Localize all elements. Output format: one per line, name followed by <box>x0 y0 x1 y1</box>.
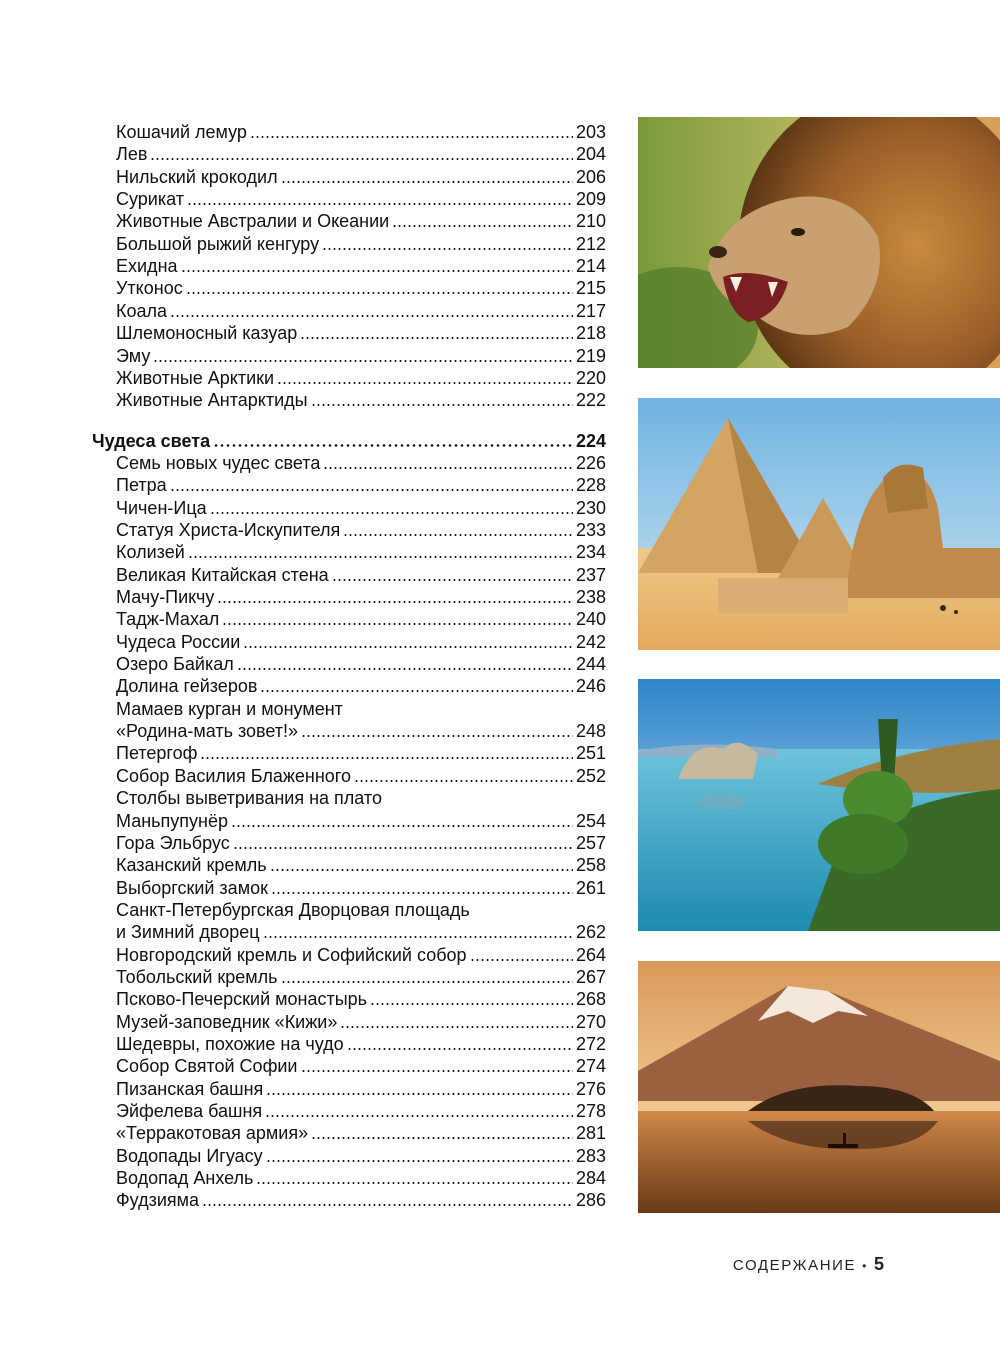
toc-entry <box>116 389 606 411</box>
pyramids-photo <box>638 398 1000 650</box>
toc-page-number: 261 <box>575 878 606 898</box>
toc-leader-dots <box>243 646 573 648</box>
toc-page-number: 248 <box>575 721 606 741</box>
toc-entry-title: Собор Святой Софии <box>116 1056 298 1076</box>
toc-entry <box>116 1145 606 1167</box>
toc-page-number: 212 <box>575 234 606 254</box>
toc-entry <box>116 877 606 899</box>
toc-entry <box>116 1055 606 1077</box>
toc-leader-dots <box>217 601 573 603</box>
toc-page-number: 233 <box>575 520 606 540</box>
toc-page-number: 218 <box>575 323 606 343</box>
toc-entry-title: Коала <box>116 301 168 321</box>
toc-section-heading <box>92 430 606 452</box>
toc-leader-dots <box>470 959 573 961</box>
toc-leader-dots <box>213 444 573 447</box>
toc-entry-title: Чудеса России <box>116 632 241 652</box>
toc-leader-dots <box>311 404 573 406</box>
toc-entry <box>116 188 606 210</box>
toc-entry <box>116 966 606 988</box>
toc-entry <box>116 787 606 809</box>
toc-entry-title: Пизанская башня <box>116 1079 264 1099</box>
toc-entry <box>116 1167 606 1189</box>
toc-entry-title: «Терракотовая армия» <box>116 1123 309 1143</box>
toc-page-number: 272 <box>575 1034 606 1054</box>
toc-entry-title: Ехидна <box>116 256 178 276</box>
toc-entry-title: Фудзияма <box>116 1190 200 1210</box>
toc-entry-title: Гора Эльбрус <box>116 833 230 853</box>
toc-entry <box>116 1122 606 1144</box>
toc-leader-dots <box>237 668 573 670</box>
toc-entry <box>116 300 606 322</box>
toc-leader-dots <box>200 757 573 759</box>
toc-entry <box>116 899 606 921</box>
toc-entry-title: Водопад Анхель <box>116 1168 254 1188</box>
toc-entry-title: Большой рыжий кенгуру <box>116 234 320 254</box>
toc-page-number: 262 <box>575 922 606 942</box>
toc-leader-dots <box>270 869 573 871</box>
toc-page-number: 226 <box>575 453 606 473</box>
toc-page-number: 220 <box>575 368 606 388</box>
toc-entry-title: Санкт-Петербургская Дворцовая площадь <box>116 900 470 920</box>
toc-leader-dots <box>263 936 573 938</box>
toc-leader-dots <box>281 981 573 983</box>
toc-entry <box>116 143 606 165</box>
toc-leader-dots <box>187 203 573 205</box>
toc-entry-title: Сурикат <box>116 189 184 209</box>
toc-leader-dots <box>354 780 573 782</box>
toc-page-number: 217 <box>575 301 606 321</box>
toc-leader-dots <box>231 825 573 827</box>
toc-entry <box>116 1033 606 1055</box>
toc-leader-dots <box>301 735 573 737</box>
toc-entry-title: Колизей <box>116 542 185 562</box>
toc-entry <box>116 1100 606 1122</box>
toc-leader-dots <box>170 489 573 491</box>
toc-entry <box>116 653 606 675</box>
toc-entry <box>116 541 606 563</box>
toc-leader-dots <box>153 360 573 362</box>
toc-entry <box>116 988 606 1010</box>
toc-page-number: 219 <box>575 346 606 366</box>
toc-entry <box>116 810 606 832</box>
toc-entry-title: Псково-Печерский монастырь <box>116 989 368 1009</box>
toc-entry-title: Столбы выветривания на плато <box>116 788 382 808</box>
toc-entry-title: Чудеса света <box>92 431 211 451</box>
toc-entry-title: Тадж-Махал <box>116 609 220 629</box>
toc-leader-dots <box>181 270 573 272</box>
toc-entry <box>116 210 606 232</box>
toc-entry <box>116 921 606 943</box>
toc-page-number: 214 <box>575 256 606 276</box>
toc-entry-title: Эму <box>116 346 151 366</box>
toc-page-number: 222 <box>575 390 606 410</box>
toc-leader-dots <box>150 158 573 160</box>
toc-entry-title: Шлемоносный казуар <box>116 323 298 343</box>
toc-leader-dots <box>210 512 573 514</box>
toc-entry-title: Тобольский кремль <box>116 967 278 987</box>
toc-leader-dots <box>250 136 573 138</box>
toc-entry <box>116 631 606 653</box>
toc-page-number: 209 <box>575 189 606 209</box>
toc-leader-dots <box>202 1204 573 1206</box>
toc-entry-title: Выборгский замок <box>116 878 268 898</box>
toc-entry <box>116 765 606 787</box>
toc-page-number: 286 <box>575 1190 606 1210</box>
toc-entry <box>116 277 606 299</box>
toc-page-number: 242 <box>575 632 606 652</box>
toc-page-number: 258 <box>575 855 606 875</box>
toc-page-number: 254 <box>575 811 606 831</box>
toc-page-number: 210 <box>575 211 606 231</box>
toc-leader-dots <box>281 181 573 183</box>
toc-leader-dots <box>256 1182 573 1184</box>
toc-entry <box>116 698 606 720</box>
toc-entry <box>116 608 606 630</box>
page-footer <box>733 1254 884 1275</box>
toc-entry-title: Собор Василия Блаженного <box>116 766 351 786</box>
toc-entry <box>116 367 606 389</box>
toc-entry-title: Новгородский кремль и Софийский собор <box>116 945 467 965</box>
toc-page-number: 257 <box>575 833 606 853</box>
toc-leader-dots <box>265 1115 573 1117</box>
toc-entry <box>116 1078 606 1100</box>
toc-entry-title: Водопады Игуасу <box>116 1146 263 1166</box>
toc-page-number: 240 <box>575 609 606 629</box>
toc-leader-dots <box>301 1070 573 1072</box>
toc-leader-dots <box>322 248 573 250</box>
toc-leader-dots <box>188 556 573 558</box>
toc-entry <box>116 742 606 764</box>
toc-leader-dots <box>332 579 573 581</box>
toc-entry-title: Озеро Байкал <box>116 654 234 674</box>
toc-entry-title: Кошачий лемур <box>116 122 247 142</box>
toc-page-number: 278 <box>575 1101 606 1121</box>
toc-entry-title: Шедевры, похожие на чудо <box>116 1034 344 1054</box>
footer-section-label: СОДЕРЖАНИЕ <box>732 1257 857 1274</box>
toc-entry <box>116 944 606 966</box>
toc-page-number: 234 <box>575 542 606 562</box>
toc-entry <box>116 586 606 608</box>
toc-entry <box>116 675 606 697</box>
toc-page-number: 215 <box>575 278 606 298</box>
toc-leader-dots <box>271 892 573 894</box>
toc-entry <box>116 854 606 876</box>
toc-entry <box>116 322 606 344</box>
toc-page-number: 276 <box>575 1079 606 1099</box>
toc-leader-dots <box>222 623 573 625</box>
toc-entry-title: Статуя Христа-Искупителя <box>116 520 341 540</box>
toc-page-number: 228 <box>575 475 606 495</box>
toc-leader-dots <box>347 1048 573 1050</box>
toc-page-number: 237 <box>575 565 606 585</box>
toc-entry <box>116 166 606 188</box>
toc-page-number: 238 <box>575 587 606 607</box>
toc-entry <box>116 233 606 255</box>
toc-entry <box>116 564 606 586</box>
page-number: 5 <box>873 1254 884 1274</box>
toc-entry-title: Животные Антарктиды <box>116 390 308 410</box>
toc-leader-dots <box>323 467 573 469</box>
toc-page-number: 264 <box>575 945 606 965</box>
toc-page-number: 206 <box>575 167 606 187</box>
toc-leader-dots <box>392 225 573 227</box>
baikal-photo <box>638 679 1000 931</box>
toc-entry <box>116 519 606 541</box>
toc-entry <box>116 832 606 854</box>
toc-entry-title: Лев <box>116 144 148 164</box>
toc-leader-dots <box>370 1003 573 1005</box>
toc-leader-dots <box>170 315 573 317</box>
toc-entry <box>116 1011 606 1033</box>
toc-leader-dots <box>186 292 573 294</box>
toc-entry <box>116 255 606 277</box>
toc-entry <box>116 452 606 474</box>
toc-entry-title: Долина гейзеров <box>116 676 258 696</box>
toc-leader-dots <box>277 382 573 384</box>
toc-entry-title: Маньпупунёр <box>116 811 228 831</box>
toc-entry-title: Нильский крокодил <box>116 167 278 187</box>
toc-page-number: 246 <box>575 676 606 696</box>
toc-entry-title: «Родина-мать зовет!» <box>116 721 299 741</box>
toc-page-number: 224 <box>575 431 606 451</box>
toc-entry-title: Эйфелева башня <box>116 1101 263 1121</box>
toc-page-number: 203 <box>575 122 606 142</box>
toc-page-number: 283 <box>575 1146 606 1166</box>
toc-leader-dots <box>300 337 573 339</box>
toc-entry-title: Петергоф <box>116 743 198 763</box>
toc-entry <box>116 1189 606 1211</box>
toc-entry-title: Утконос <box>116 278 183 298</box>
toc-entry-title: Животные Австралии и Океании <box>116 211 390 231</box>
toc-entry-title: Казанский кремль <box>116 855 267 875</box>
toc-page-number: 281 <box>575 1123 606 1143</box>
toc-page-number: 204 <box>575 144 606 164</box>
toc-entry-title: Семь новых чудес света <box>116 453 321 473</box>
toc-entry <box>116 720 606 742</box>
toc-leader-dots <box>340 1026 573 1028</box>
lion-photo <box>638 117 1000 368</box>
toc-leader-dots <box>260 690 573 692</box>
toc-entry-title: Мачу-Пикчу <box>116 587 215 607</box>
toc-entry <box>116 121 606 143</box>
toc-page-number: 267 <box>575 967 606 987</box>
toc-entry-title: Великая Китайская стена <box>116 565 329 585</box>
toc-entry <box>116 345 606 367</box>
footer-bullet: • <box>862 1259 868 1273</box>
toc-page-number: 244 <box>575 654 606 674</box>
toc-entry <box>116 474 606 496</box>
toc-page-number: 284 <box>575 1168 606 1188</box>
fuji-photo <box>638 961 1000 1213</box>
toc-page-number: 274 <box>575 1056 606 1076</box>
toc-leader-dots <box>266 1160 573 1162</box>
toc-page-number: 252 <box>575 766 606 786</box>
toc-entry-title: Животные Арктики <box>116 368 275 388</box>
toc-page-number: 230 <box>575 498 606 518</box>
toc-entry-title: и Зимний дворец <box>116 922 260 942</box>
toc-page-number: 268 <box>575 989 606 1009</box>
toc-entry <box>116 497 606 519</box>
toc-entry-title: Музей-заповедник «Кижи» <box>116 1012 338 1032</box>
toc-entry-title: Петра <box>116 475 167 495</box>
toc-entry-title: Чичен-Ица <box>116 498 207 518</box>
toc-leader-dots <box>233 847 573 849</box>
toc-entry-title: Мамаев курган и монумент <box>116 699 343 719</box>
toc-page-number: 251 <box>575 743 606 763</box>
toc-page-number: 270 <box>575 1012 606 1032</box>
toc-leader-dots <box>343 534 573 536</box>
toc-leader-dots <box>266 1093 573 1095</box>
toc-leader-dots <box>311 1137 573 1139</box>
